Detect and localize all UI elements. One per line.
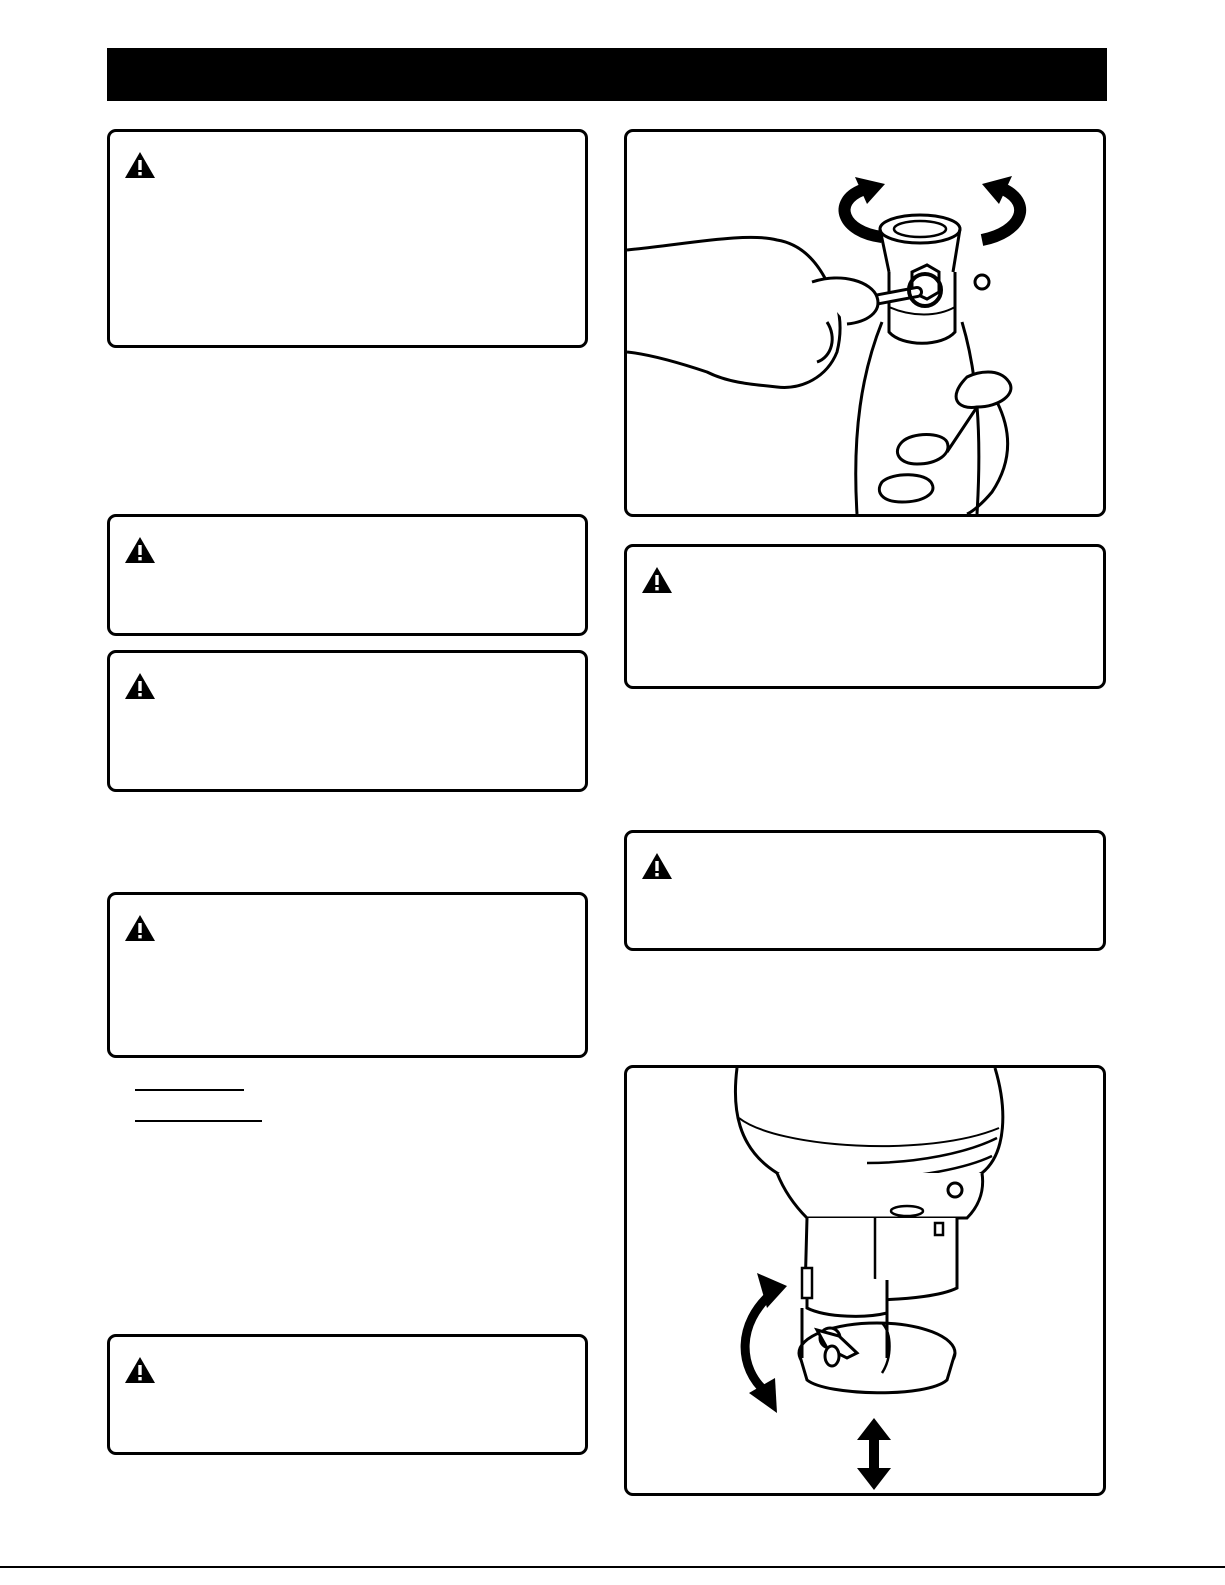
- rotate-arrow-right-icon: [982, 176, 1020, 240]
- bottom-rule: [0, 1566, 1225, 1568]
- hand-wrench-collet-figure: [624, 129, 1106, 517]
- warning-box-7: [624, 830, 1106, 951]
- warning-box-4: [107, 892, 588, 1058]
- curved-double-arrow-icon: [745, 1273, 787, 1413]
- warning-triangle-icon: [123, 1355, 157, 1385]
- warning-box-6: [624, 544, 1106, 689]
- warning-box-5: [107, 1334, 588, 1455]
- warning-triangle-icon: [123, 535, 157, 565]
- header-bar: [107, 48, 1107, 101]
- vertical-double-arrow-icon: [857, 1418, 891, 1490]
- warning-box-1: [107, 129, 588, 348]
- warning-triangle-icon: [123, 913, 157, 943]
- base-adjustment-figure: [624, 1065, 1106, 1496]
- warning-triangle-icon: [123, 150, 157, 180]
- underline-2: [135, 1120, 262, 1122]
- warning-box-3: [107, 650, 588, 792]
- warning-triangle-icon: [123, 671, 157, 701]
- underline-1: [135, 1089, 244, 1091]
- warning-box-2: [107, 514, 588, 636]
- warning-triangle-icon: [640, 851, 674, 881]
- warning-triangle-icon: [640, 565, 674, 595]
